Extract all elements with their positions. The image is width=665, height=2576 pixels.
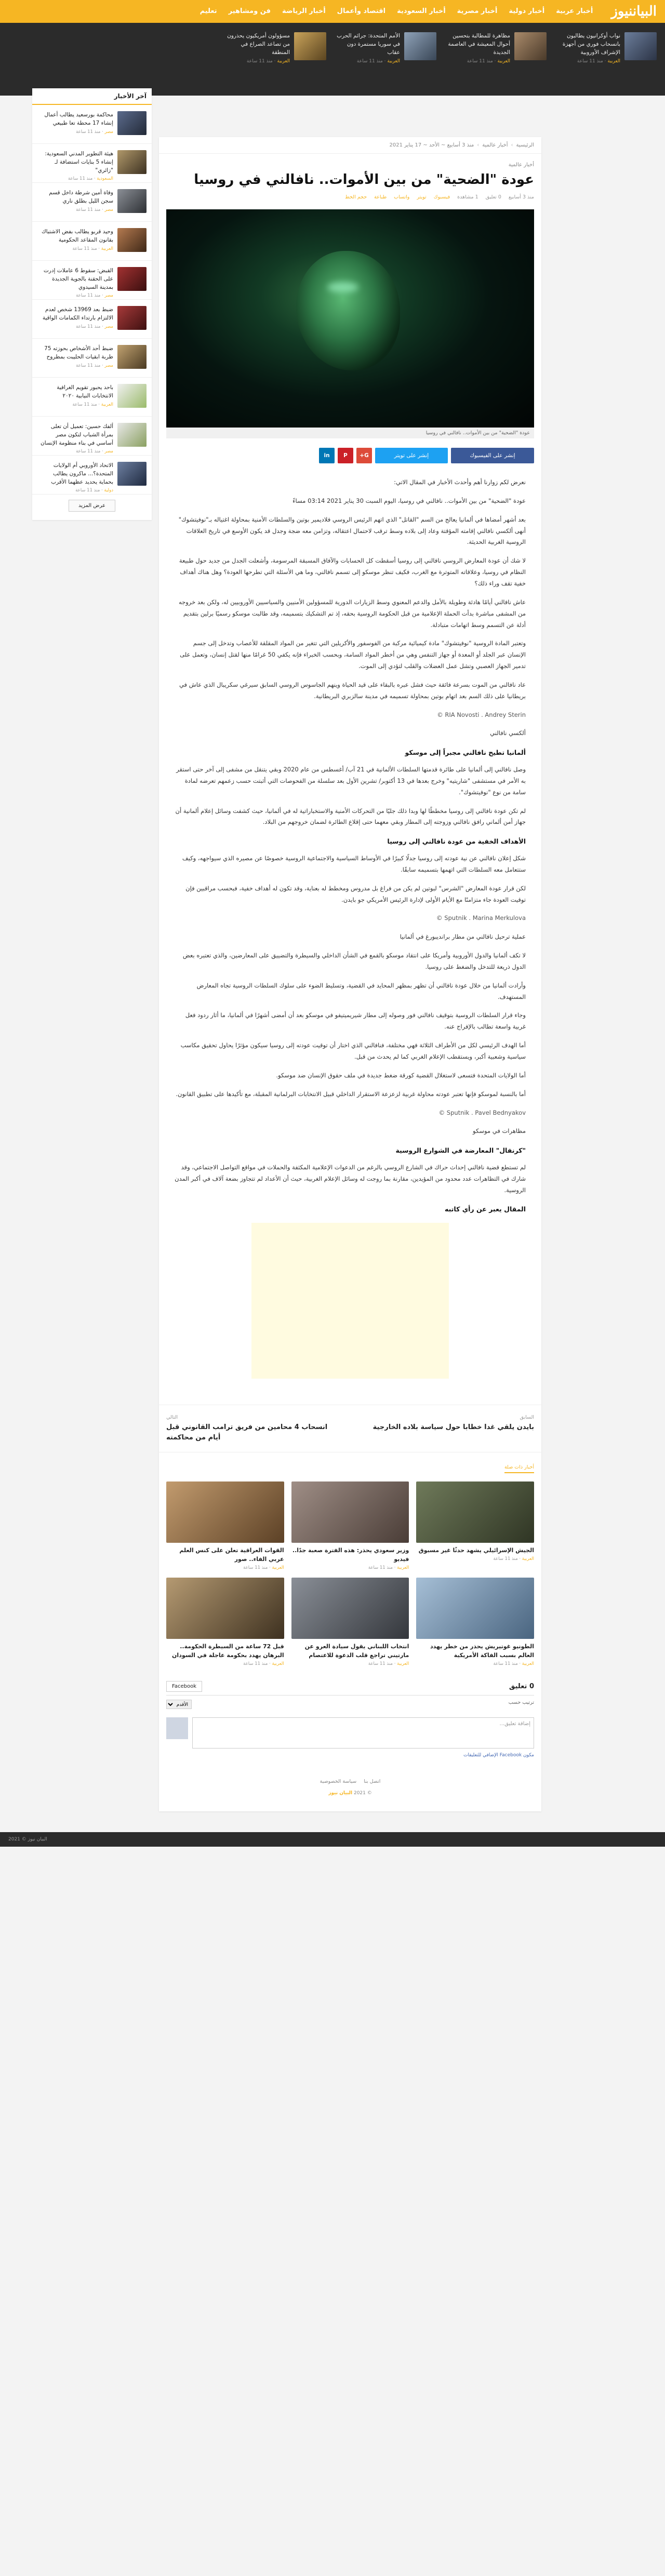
photo-credit: © RIA Novosti . Andrey Sterin (437, 711, 526, 718)
photo-label: ألكسي نافالني (490, 729, 526, 737)
related-thumbnail (291, 1481, 409, 1543)
sidebar-thumbnail (117, 111, 147, 135)
strip-title: الأمم المتحدة: جرائم الحرب في سوريا مستمرة دون عقاب (337, 33, 400, 56)
strip-card[interactable] (553, 32, 657, 96)
strip-card[interactable] (443, 32, 547, 96)
comments-count-title: 0 تعليق (509, 1683, 534, 1691)
prev-article-link[interactable] (368, 1414, 534, 1443)
sidebar-news-item[interactable] (32, 144, 152, 183)
paragraph: لم تستطع قضية نافالني إحداث حراك في الشارع الروسي بالرغم من الدعوات الإعلامية المكثفة والحملات في مواقع التواصل الاجتماعي، وقد شارك في التظاهرات عدد محدود من المؤيدين، مقارنة بما روجت له وسائل الإعلام الغربية، حيث أن الأعداد لم تتجاوز بضعة آلاف في أكبر المدن الروسية. (175, 1163, 526, 1194)
related-meta: العربية · منذ 11 ساعة (368, 1661, 409, 1667)
share-bar (159, 438, 541, 473)
related-thumbnail (416, 1481, 534, 1543)
article-meta (166, 194, 534, 200)
related-title: الجيش الإسرائيلي يشهد حدثًا غير مسبوق (418, 1547, 534, 1554)
featured-strip (0, 23, 665, 96)
related-card[interactable] (166, 1481, 284, 1570)
related-meta: العربية · منذ 11 ساعة (368, 1565, 409, 1571)
main-nav (8, 0, 598, 23)
share-linkedin-button[interactable]: in (319, 448, 335, 463)
ad-slot[interactable] (251, 1223, 449, 1379)
paragraph: وصل نافالني إلى ألمانيا على طائرة قدمتها السلطات الألمانية في 21 آب/ أغسطس من عام 2020 وبقي يتنقل من مشفى إلى آخر حتى استقر به الأمر في مستشفى "شاريتيه" وخرج بعدها في 13 أكتوبر/ تشرين الأول بعد سلسلة من الفحوصات التي أثبتت حسب زعمهم تعرضه لمادة سامة من نوع "نوفيتشوك". (176, 766, 526, 796)
comments-sort (166, 1696, 534, 1713)
paragraph: نعرض لكم زوارنا أهم وأحدث الأخبار في المقال الاتي: (394, 478, 526, 486)
article-footer-links (159, 1768, 541, 1788)
related-title: الطونيو غوتيريش يحذر من خطر يهدد العالم بسبب الفاكة الأمريكية (430, 1643, 534, 1659)
breadcrumb-category[interactable]: أخبار عالمية (482, 142, 508, 148)
sidebar-news-meta: مصر · منذ 11 ساعة (76, 449, 113, 455)
show-more-button[interactable]: عرض المزيد (69, 500, 115, 512)
sidebar-news-item[interactable] (32, 339, 152, 378)
article-container (159, 137, 541, 1811)
sidebar-thumbnail (117, 306, 147, 330)
paragraph: أما الهدف الرئيسي لكل من الأطراف الثلاثة فهي مختلفة، فنافالني الذي اختار أن توقيت عودته إلى روسيا سيكون مؤثرًا يحاول تحقيق مكاسب سياسية وشعبية أكبر، ويستقطب الإعلام الغربي كما لم يحدث من قبل. (180, 1042, 526, 1060)
photo-label: عملية ترحيل نافالني من مطار برانديبورغ في ألمانيا (400, 933, 526, 941)
print-link[interactable]: طباعة (374, 194, 387, 201)
share-whatsapp-link[interactable]: واتساب (394, 194, 410, 201)
share-googleplus-button[interactable]: G+ (356, 448, 372, 463)
sidebar-news-title: ضبط بعد 13969 شخص لعدم الالتزام بارتداء الكمامات الواقية (42, 306, 113, 321)
next-title: انسحاب 4 محامين من فريق ترامب القانوني قبل أيام من محاكمته (166, 1423, 328, 1442)
sidebar-news-title: ألفك حسين: تعميل أن تعلى بمرأة الشباب لتكون مصر أساسي في بناء منظومة الإنسان (40, 423, 113, 446)
article-body (159, 473, 541, 1389)
sidebar-news-meta: مصر · منذ 11 ساعة (76, 363, 113, 368)
contact-link[interactable]: اتصل بنا (364, 1779, 381, 1785)
comments-section (159, 1671, 541, 1768)
photo-credit: © Sputnik . Pavel Bednyakov (438, 1109, 526, 1116)
photo-credit: © Sputnik . Marina Merkulova (436, 914, 526, 922)
nav-item[interactable]: أخبار عربية (556, 7, 593, 15)
share-pinterest-button[interactable]: P (338, 448, 353, 463)
logo-main: البيان (633, 4, 657, 19)
related-title: وزير سعودي يحذر: هذه الفترة صعبة جدًا.. فيديو (292, 1547, 409, 1563)
related-card[interactable] (291, 1578, 409, 1666)
share-twitter-button[interactable]: إنشر على تويتر (375, 448, 448, 463)
sidebar-news-item[interactable] (32, 300, 152, 339)
hero-caption: عودة "الضحية" من بين الأموات.. نافالني في روسيا (166, 428, 534, 438)
related-thumbnail (166, 1481, 284, 1543)
paragraph: شكل إعلان نافالني عن نية عودته إلى روسيا جدلًا كبيرًا في الأوساط السياسية والاجتماعية الروسية خصوصًا عن مصيره الذي سيواجهه، وكيف ستتعامل معه السلطات التي اتهمها بتسميمه سابقًا. (182, 855, 526, 873)
sidebar-thumbnail (117, 423, 147, 447)
sidebar-news-meta: دولية · منذ 11 ساعة (75, 488, 113, 493)
nav-item[interactable]: أخبار دولية (509, 7, 545, 15)
strip-title: مظاهرة للمطالبة بتحسين أحوال المعيشة في العاصمة الجديدة (448, 33, 510, 56)
related-card[interactable] (166, 1578, 284, 1666)
sort-select[interactable] (166, 1700, 192, 1709)
sidebar-news-item[interactable] (32, 456, 152, 495)
sidebar-thumbnail (117, 462, 147, 486)
font-size-link[interactable]: حجم الخط (345, 194, 367, 201)
latest-news-sidebar (32, 88, 152, 520)
sidebar-news-item[interactable] (32, 417, 152, 456)
paragraph: وأرادت ألمانيا من خلال عودة نافالني أن تظهر بمظهر المحايد في القضية، وتسليط الضوء على سلوك السلطات الروسية تجاه المعارض المستهدف. (196, 981, 526, 1000)
strip-meta: العربية · منذ 11 ساعة (467, 59, 510, 64)
sidebar-thumbnail (117, 189, 147, 213)
article-title: عودة "الضحية" من بين الأموات.. نافالني في روسيا (194, 172, 534, 188)
sidebar-news-title: وفاة أمين شرطة داخل قسم سجن الليل بطلق ناري (49, 190, 113, 204)
strip-card[interactable] (222, 32, 326, 96)
related-title: قبل 72 ساعة من السيطرة الحكومة.. البرهان يهدد بحكومة عاجلة في السودان (172, 1643, 284, 1659)
paragraph: عاش نافالني أيامًا هادئة وطويلة بالأمل والدعم المعنوي وسط الزيارات الدورية للمسؤولين الأمنيين والسياسيين الأوروبيين له، ولكن بعد خروجه من المشفى مباشرة بدأت الحملة الإعلامية من قبل الحكومة الروسية بحقه، إذ تم التشكيك بتسميمه، وقد طالبت موسكو رسميًا برلين بتقديم أدلة عن التسمم وسط اتهامات متبادلة. (178, 598, 526, 629)
sidebar-news-title: وحيد قربو يطالب بفض الاشتباك بقانون المقاعد الحكومية (42, 229, 113, 243)
facebook-tab[interactable]: Facebook (166, 1681, 202, 1692)
sidebar-news-title: الاتحاد الأوروبي أم الولايات المتحدة؟... ماكرون يطالب بحماية يحديد عظهما الأقرب (51, 462, 113, 485)
next-article-link[interactable] (166, 1414, 332, 1443)
paragraph: لا تكف ألمانيا والدول الأوروبية وأمريكا على انتقاد موسكو بالقمع في الشأن الداخلي والسيطرة والتضييق على المعارضين، والذي تعتبره بعض الدول ذريعة للتدخل والضغط على روسيا. (182, 952, 526, 970)
photo-label: مظاهرات في موسكو (473, 1127, 526, 1135)
paragraph: أما الولايات المتحدة فتسعى لاستغلال القضية كورقة ضغط جديدة في ملف حقوق الإنسان ضد موسكو. (276, 1071, 526, 1079)
sidebar-news-title: باحد يحبور تقويم الغرافية الانتخابات النيابية ٢٠٢٠ (57, 384, 113, 399)
paragraph: بعد أشهر أمضاها في ألمانيا يعالج من السم "القاتل" الذي اتهم الرئيس الروسي فلاديمير بوتين والسلطات الأمنية بمحاولة اغتياله بـ"نوفيتشوك" أنهى ألكسي نافالني إقامته المؤقتة وعاد إلى بلاده وسط ترقب لاحتمال اعتقاله، وتزامن معه ضجة وجدل قد يكون الأوسع في تاريخ العلاقات الروسية الغربية الحديثة. (178, 515, 526, 546)
strip-thumbnail (294, 32, 326, 60)
article-date: منذ 3 أسابيع (508, 194, 534, 201)
strip-card[interactable] (332, 32, 436, 96)
site-logo[interactable] (611, 4, 657, 19)
share-facebook-button[interactable]: إنشر على الفيسبوك (451, 448, 534, 463)
related-meta: العربية · منذ 11 ساعة (493, 1556, 534, 1562)
share-facebook-link[interactable]: فيسبوك (433, 194, 450, 201)
strip-thumbnail (404, 32, 436, 60)
next-label: التالي (166, 1414, 178, 1421)
paragraph: أما بالنسبة لموسكو فإنها تعتبر عودته محاولة غربية لزعزعة الاستقرار الداخلي قبيل الانتخابات البرلمانية المقبلة، مع تأكيدها على تطبيق القانون. (176, 1090, 526, 1098)
nav-item[interactable]: تعليم (200, 7, 217, 15)
sidebar-thumbnail (117, 228, 147, 252)
sidebar-news-item[interactable] (32, 222, 152, 261)
site-footer: البيان نيوز © 2021 (0, 1832, 665, 1847)
related-heading: أخبار ذات صلة (504, 1463, 534, 1473)
nav-item[interactable]: أخبار الرياضة (282, 7, 326, 15)
paragraph: لكن قرار عودة المعارض "الشرس" لبوتين لم يكن من فراغ بل مدروس ومخطط له بعناية، وقد تكون له أهداف خفية، فبحسب مراقبين فإن توقيت العودة جاء متزامنًا مع الأيام الأولى لإدارة الرئيس الأمريكي جو بايدن. (185, 884, 526, 903)
related-card[interactable] (416, 1481, 534, 1570)
nav-item[interactable]: فن ومشاهير (228, 7, 271, 15)
strip-title: نواب أوكرانيون يطالبون بانسحاب فوري من أجهزة الإشراف الأوروبية (562, 33, 620, 56)
related-title: انتخاب اللبناني يقول سيادة العرو عن مارتيني تراجع قلب الدعوة للاعتصام (304, 1643, 409, 1659)
sidebar-news-meta: مصر · منذ 11 ساعة (76, 129, 113, 135)
paragraph: وتعتبر المادة الروسية "نوفيتشوك" مادة كيميائية مركبة من الفوسفور والأكريلين التي تتغير من المواد المقلقة للأعصاب وتدخل إلى جسم الإنسان عبر الجلد أو المعدة أو جهاز التنفس وهي من أخطر المواد السامة، وبحسب الخبراء فإنه يكفي 50 غرامًا منها لقتل إنسان، وتعمل على تدمير الجهاز العصبي وتشل عمل العضلات والقلب لتؤدي إلى الموت. (180, 639, 526, 670)
opinion-disclaimer: المقال يعبر عن رأي كاتبه (445, 1205, 526, 1213)
sidebar-news-meta: مصر · منذ 11 ساعة (76, 207, 113, 212)
related-grid (159, 1477, 541, 1671)
sidebar-news-meta: العربية · منذ 11 ساعة (72, 402, 113, 407)
section-heading: "كرنفال" المعارضة في الشوارع الروسية (395, 1146, 526, 1155)
comments-count[interactable]: 0 تعليق (485, 194, 501, 201)
paragraph: لا شك أن عودة المعارض الروسي نافالني إلى روسيا أسقطت كل الحسابات والآفاق المسبقة المرسومة، وأشعلت الجدل من جديد حول طبيعة النظام في روسيا، وعلاقاته المتوترة مع الغرب، فكيف تنظر موسكو إلى تسمم نافالني، وما هي الأسئلة التي تطرحها العودة؟ وهل هناك أهداف خفية تقف وراء ذلك؟ (179, 557, 526, 587)
privacy-link[interactable]: سياسة الخصوصية (320, 1779, 357, 1785)
section-heading: الأهداف الخفية من عودة نافالني إلى روسيا (387, 837, 526, 846)
related-thumbnail (416, 1578, 534, 1639)
related-thumbnail (291, 1578, 409, 1639)
strip-meta: العربية · منذ 11 ساعة (577, 59, 620, 64)
paragraph: عودة "الضحية" من بين الأموات.. نافالني في روسيا، اليوم السبت 30 يناير 2021 03:14 مساءً (292, 497, 526, 504)
strip-thumbnail (514, 32, 547, 60)
sidebar-news-title: محاكمة بورسعيد يطالب أعمال إنشاء 17 محطة تعا طبيعي (44, 112, 113, 126)
top-bar (0, 0, 665, 23)
sort-label: ترتيب حسب (508, 1700, 534, 1706)
strip-thumbnail (624, 32, 657, 60)
share-twitter-link[interactable]: تويتر (417, 194, 427, 201)
sidebar-thumbnail (117, 150, 147, 174)
sidebar-news-meta: مصر · منذ 11 ساعة (76, 324, 113, 329)
sidebar-title: آخر الأخبار (32, 88, 152, 105)
section-heading: ألمانيا تطيح نافالني مجبراً إلى موسكو (405, 749, 526, 757)
comment-input[interactable]: إضافة تعليق... (192, 1717, 534, 1749)
paragraph: وجاء قرار السلطات الروسية بتوقيف نافالني فور وصوله إلى مطار شيريميتيفو في موسكو بعد أن أمضى أشهرًا في ألمانيا، ما أثار ردود فعل غربية واسعة تطالب بالإفراج عنه. (185, 1011, 526, 1031)
avatar (166, 1717, 188, 1739)
sidebar-thumbnail (117, 345, 147, 369)
related-title: القوات العراقية تعلن على كنس العلم عربي الفاء.. صور (179, 1547, 284, 1563)
related-meta: العربية · منذ 11 ساعة (493, 1661, 534, 1667)
article-category[interactable]: أخبار عالمية (508, 162, 534, 168)
paragraph: عاد نافالني من الموت بسرعة فائقة حيث فشل عبره بالبقاء على قيد الحياة وينهم الجاسوس الروسي السابق سيرغي سكريبال الذي عاش في بريطانيا على ذلك السم بعد اتهام بوتين بمحاولة تسميمه في مدينة سالزبري البريطانية. (179, 680, 526, 700)
sidebar-thumbnail (117, 384, 147, 408)
related-card[interactable] (291, 1481, 409, 1570)
logo-accent: نيوز (611, 4, 633, 19)
sidebar-news-meta: السعودية · منذ 11 ساعة (68, 176, 113, 182)
paragraph: لم تكن عودة نافالني إلى روسيا مخططًا لها وبدا ذلك جليًا من التحركات الأمنية والاستخباراتية له في ألمانيا، حيث كشفت وسائل إعلام ألمانية أن جهاز أمن ألماني رافق نافالني وزوجته إلى المطار وبقي معهما حتى إقلاع الطائرة لضمان خروجهم من البلاد. (175, 807, 526, 826)
prev-label: السابق (520, 1414, 534, 1421)
views-count: 1 مشاهدة (457, 194, 478, 201)
sidebar-news-title: هيئة التطوير المدني السعودية: إنشاء 5 بنايات استضافة لـ "زائري" (45, 151, 113, 173)
sidebar-news-meta: مصر · منذ 11 ساعة (76, 293, 113, 299)
sidebar-thumbnail (117, 267, 147, 291)
hero-image (166, 209, 534, 428)
breadcrumb: الرئيسية › أخبار عالمية › منذ 3 أسابيع ~ الأحد ~ 17 يناير 2021 (159, 137, 541, 154)
nav-item[interactable]: أخبار السعودية (397, 7, 446, 15)
sidebar-news-item[interactable] (32, 261, 152, 300)
nav-item[interactable]: أخبار مصرية (457, 7, 498, 15)
prev-next-nav (159, 1405, 541, 1452)
strip-meta: العربية · منذ 11 ساعة (356, 59, 400, 64)
prev-title: بايدن يلقي غدا خطابا حول سياسة بلاده الخارجية (373, 1423, 534, 1432)
nav-item[interactable]: اقتصاد وأعمال (337, 7, 386, 15)
related-meta: العربية · منذ 11 ساعة (243, 1661, 284, 1667)
related-thumbnail (166, 1578, 284, 1639)
breadcrumb-home[interactable]: الرئيسية (516, 142, 534, 148)
strip-meta: العربية · منذ 11 ساعة (246, 59, 290, 64)
sidebar-news-item[interactable] (32, 378, 152, 417)
sidebar-news-item[interactable] (32, 105, 152, 144)
related-meta: العربية · منذ 11 ساعة (243, 1565, 284, 1571)
sidebar-news-meta: العربية · منذ 11 ساعة (72, 246, 113, 251)
sidebar-news-title: ضبط أحد الأشخاص بحوزته 75 طربة ابقيات الحليبت بمطروح (44, 345, 113, 360)
copyright: © 2021 البيان نيوز (328, 1791, 372, 1796)
sidebar-news-item[interactable] (32, 183, 152, 222)
breadcrumb-date: منذ 3 أسابيع ~ الأحد ~ 17 يناير 2021 (389, 142, 474, 148)
facebook-plugin-label[interactable]: مكون Facebook الإضافي للتعليقات (463, 1753, 534, 1758)
strip-title: مسؤولون أمريكيون يحذرون من تصاعد الصراع في المنطقة (227, 33, 290, 56)
sidebar-news-title: القبض: سقوط 6 عاملات إدرت على الحقنة بالجوية الجديدة بمدينة السيدوي (43, 268, 113, 290)
related-card[interactable] (416, 1578, 534, 1666)
